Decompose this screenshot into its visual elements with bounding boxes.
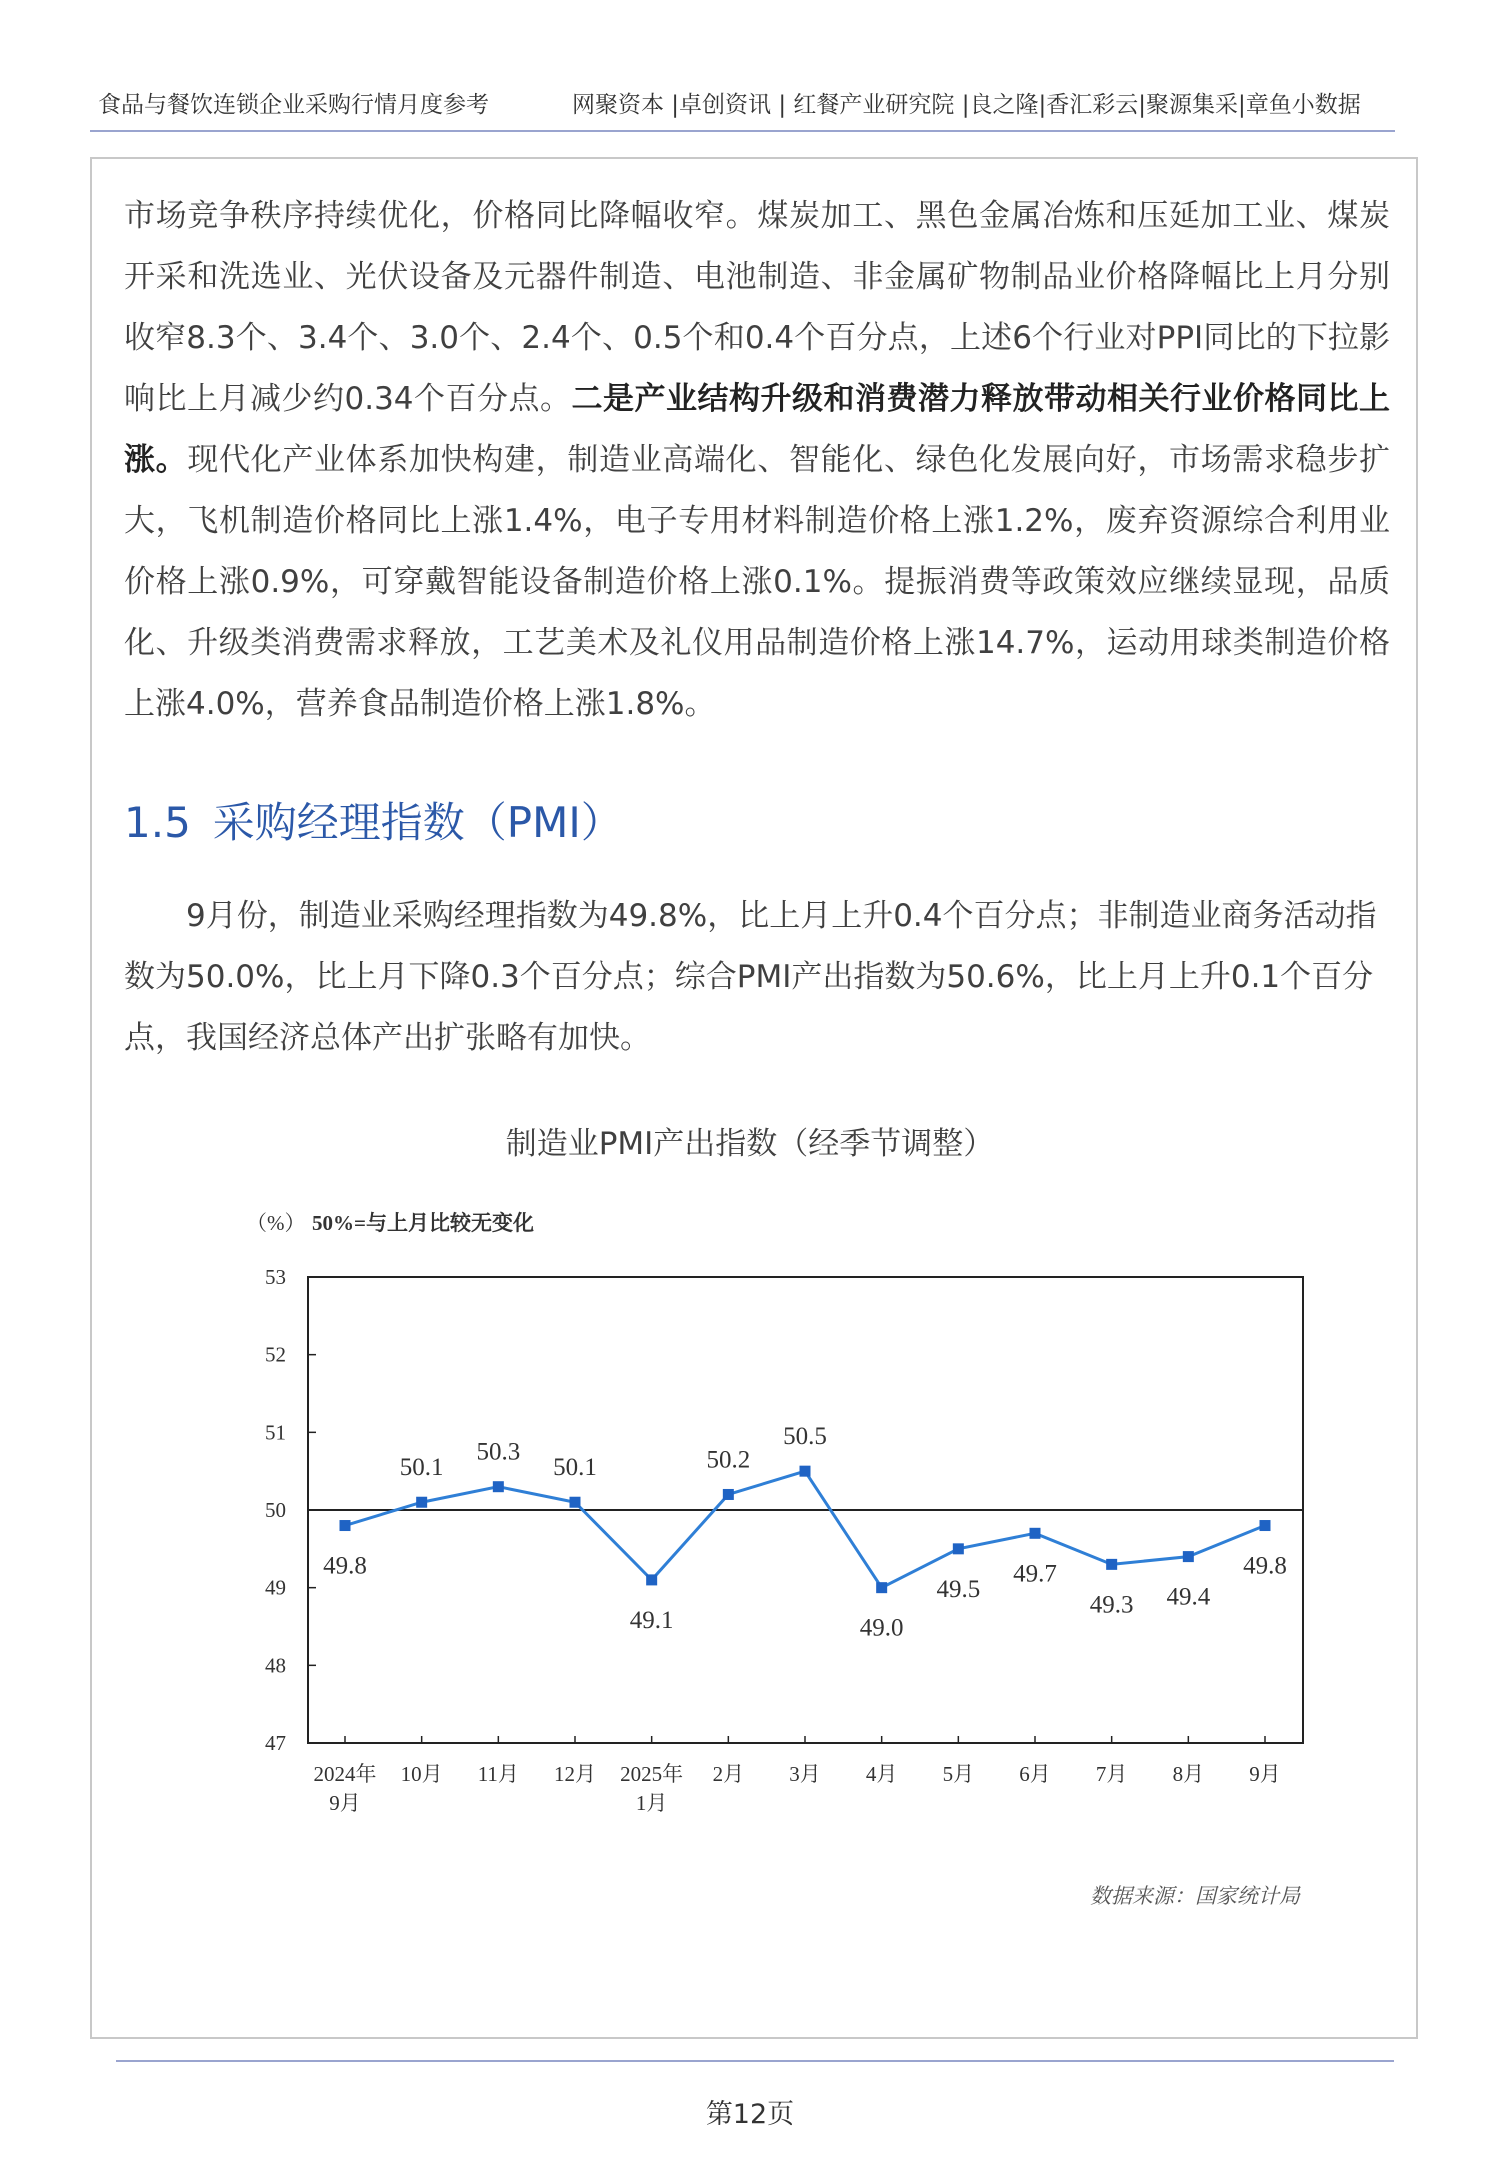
- data-label: 49.3: [1089, 1591, 1134, 1619]
- data-point: [340, 1520, 351, 1531]
- data-point: [1030, 1528, 1041, 1539]
- x-tick-label: 2月: [712, 1762, 745, 1786]
- x-tick-label: 9月: [329, 1791, 361, 1815]
- section-number: 1.5: [124, 798, 191, 847]
- y-tick-label: 52: [265, 1342, 286, 1367]
- data-point: [723, 1489, 734, 1500]
- data-label: 50.3: [476, 1438, 521, 1466]
- intro-bold-heading: 二是产业结构升级和消费潜力释放带动相关行业价格同比上涨。: [124, 381, 1390, 478]
- data-point: [493, 1481, 504, 1492]
- series-line-pmi: [345, 1471, 1265, 1588]
- data-point: [800, 1466, 811, 1477]
- chart-unit-label: （%）: [246, 1211, 306, 1235]
- data-point: [953, 1543, 964, 1554]
- x-tick-label: 2024年: [313, 1762, 377, 1786]
- x-tick-label: 6月: [1019, 1762, 1051, 1786]
- data-point: [1260, 1520, 1271, 1531]
- y-tick-label: 48: [265, 1653, 286, 1678]
- data-label: 49.8: [1243, 1552, 1287, 1580]
- data-point: [876, 1582, 887, 1593]
- data-label: 49.5: [936, 1575, 981, 1603]
- data-label: 49.7: [1013, 1560, 1057, 1588]
- header-divider: [90, 130, 1395, 132]
- intro-paragraph: [124, 186, 1390, 735]
- data-point: [416, 1497, 427, 1508]
- data-label: 49.8: [323, 1552, 367, 1580]
- x-tick-label: 3月: [789, 1762, 821, 1786]
- y-tick-label: 51: [265, 1420, 286, 1445]
- data-label: 49.1: [629, 1606, 674, 1634]
- y-tick-label: 49: [265, 1575, 286, 1600]
- x-tick-label: 10月: [400, 1762, 443, 1786]
- data-label: 50.5: [783, 1423, 827, 1451]
- x-tick-label: 8月: [1172, 1762, 1205, 1786]
- intro-text-2: 现代化产业体系加快构建，制造业高端化、智能化、绿色化发展向好，市场需求稳步扩大，飞机制造价格同比上涨1.4%，电子专用材料制造价格上涨1.2%，废弃资源综合利用业价格上涨0.9%，可穿戴智能设备制造价格上涨0.1%。提振消费等政策效应继续显现，品质化、升级类消费需求释放，工艺美术及礼仪用品制造价格上涨14.7%，运动用球类制造价格上涨4.0%，营养食品制造价格上涨1.8%。: [124, 442, 1391, 722]
- data-label: 50.2: [706, 1446, 751, 1474]
- page-number: 第12页: [705, 2099, 795, 2130]
- chart-note: 50%=与上月比较无变化: [312, 1211, 534, 1235]
- x-tick-label: 5月: [942, 1762, 975, 1786]
- data-point: [1183, 1551, 1194, 1562]
- section-title: [124, 790, 645, 850]
- header-partners: 网聚资本 |卓创资讯 | 红餐产业研究院 |良之隆|香汇彩云|聚源集采|章鱼小数据: [572, 92, 1361, 118]
- x-tick-label: 9月: [1249, 1762, 1281, 1786]
- y-tick-label: 50: [265, 1498, 286, 1522]
- y-tick-label: 53: [265, 1265, 286, 1289]
- data-point: [646, 1574, 657, 1585]
- intro-text-1: 市场竞争秩序持续优化，价格同比降幅收窄。煤炭加工、黑色金属冶炼和压延加工业、煤炭开采和洗选业、光伏设备及元器件制造、电池制造、非金属矿物制品业价格降幅比上月分别收窄8.3个、3.4个、3.0个、2.4个、0.5个和0.4个百分点，上述6个行业对PPI同比的下拉影响比上月减少约0.34个百分点。: [124, 198, 1390, 417]
- y-tick-label: 47: [265, 1731, 286, 1755]
- figure-source: 数据来源：国家统计局: [1090, 1884, 1300, 1908]
- data-point: [1106, 1559, 1117, 1570]
- header-publication-title: 食品与餐饮连锁企业采购行情月度参考: [98, 92, 489, 118]
- data-point: [570, 1497, 581, 1508]
- section-title-text: 采购经理指数（PMI）: [212, 798, 623, 847]
- pmi-paragraph: 9月份，制造业采购经理指数为49.8%，比上月上升0.4个百分点；非制造业商务活动指数为50.0%，比上月下降0.3个百分点；综合PMI产出指数为50.6%，比上月上升0.1个百分点，我国经济总体产出扩张略有加快。: [124, 898, 1377, 1056]
- data-label: 49.0: [859, 1614, 904, 1642]
- x-tick-label: 7月: [1095, 1762, 1128, 1786]
- x-tick-label: 11月: [477, 1762, 519, 1786]
- data-label: 49.4: [1166, 1583, 1211, 1611]
- footer-divider: [116, 2060, 1394, 2062]
- figure-title: 制造业PMI产出指数（经季节调整）: [505, 1126, 995, 1162]
- data-label: 50.1: [553, 1454, 597, 1482]
- data-label: 50.1: [399, 1454, 444, 1482]
- x-tick-label: 4月: [865, 1762, 898, 1786]
- x-tick-label: 1月: [635, 1791, 668, 1815]
- pmi-line-chart: [230, 1200, 1340, 1840]
- x-tick-label: 2025年: [620, 1762, 684, 1786]
- x-tick-label: 12月: [554, 1762, 596, 1786]
